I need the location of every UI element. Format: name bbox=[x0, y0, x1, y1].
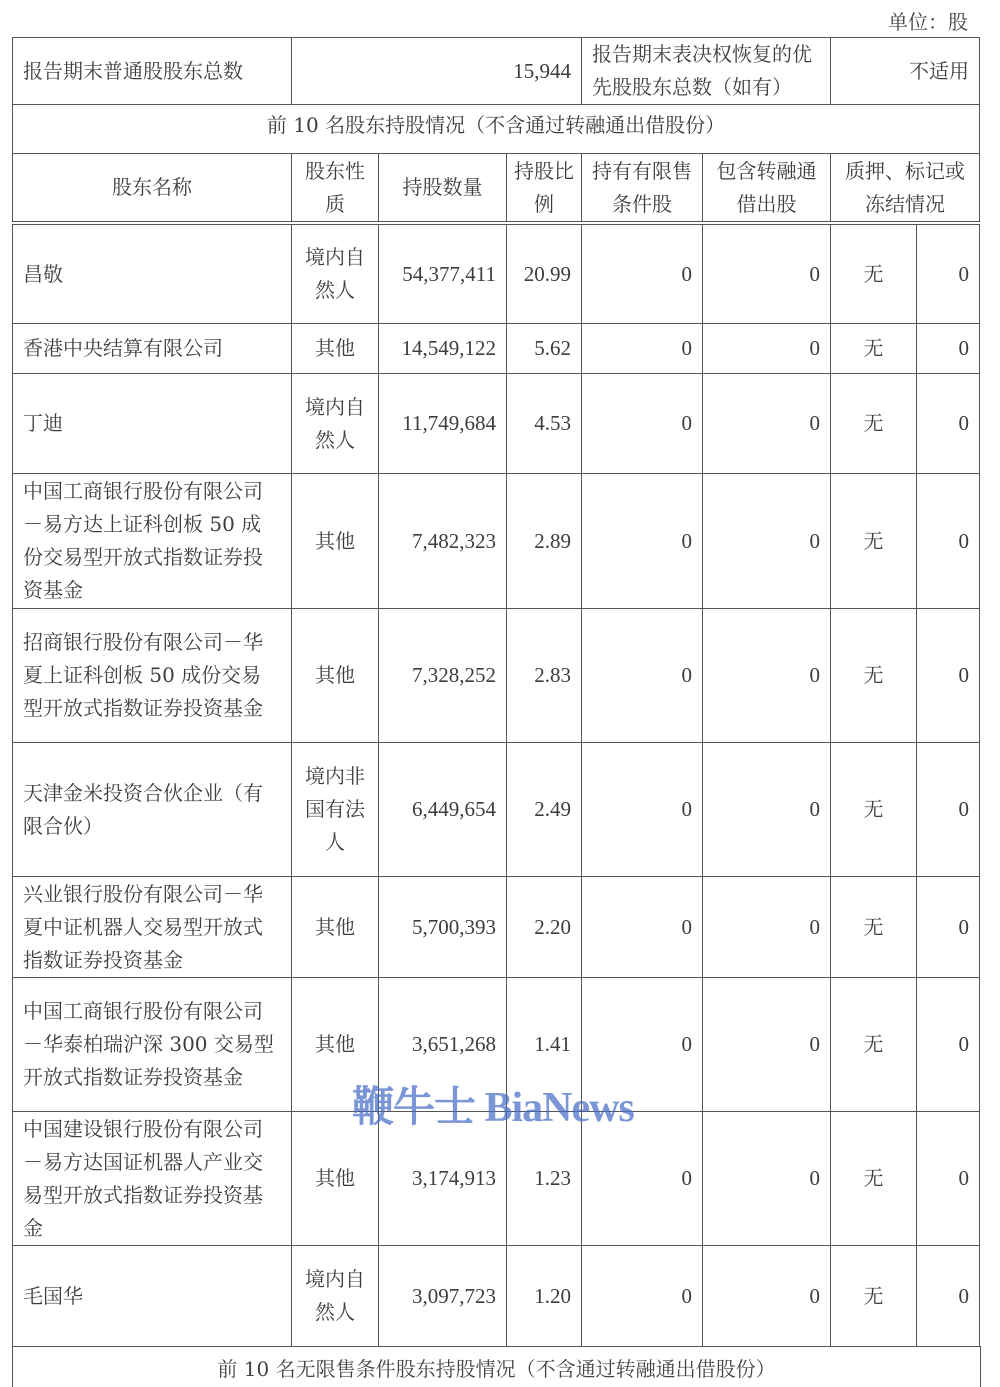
shares-held: 7,328,252 bbox=[379, 609, 507, 743]
shareholder-nature: 境内非国有法人 bbox=[292, 743, 379, 877]
shareholder-nature: 其他 bbox=[292, 609, 379, 743]
shares-held: 54,377,411 bbox=[379, 225, 507, 324]
holding-ratio: 2.83 bbox=[507, 609, 582, 743]
shareholders-body bbox=[12, 224, 980, 1347]
holding-ratio: 2.20 bbox=[507, 877, 582, 978]
table-row bbox=[13, 374, 980, 474]
shareholder-name: 中国建设银行股份有限公司－易方达国证机器人产业交易型开放式指数证券投资基金 bbox=[13, 1112, 292, 1246]
restricted-shares: 0 bbox=[582, 474, 703, 609]
shareholder-name: 中国工商银行股份有限公司－华泰柏瑞沪深 300 交易型开放式指数证券投资基金 bbox=[13, 978, 292, 1112]
pledge-status: 无 bbox=[831, 1112, 917, 1246]
shareholder-name: 招商银行股份有限公司－华夏上证科创板 50 成份交易型开放式指数证券投资基金 bbox=[13, 609, 292, 743]
preferred-holders-label: 报告期末表决权恢复的优先股股东总数（如有） bbox=[582, 38, 831, 105]
shareholder-name: 香港中央结算有限公司 bbox=[13, 324, 292, 374]
col-lent: 包含转融通借出股 bbox=[703, 154, 831, 222]
pledge-quantity: 0 bbox=[917, 1112, 980, 1246]
pledge-quantity: 0 bbox=[917, 1246, 980, 1347]
holding-ratio: 2.89 bbox=[507, 474, 582, 609]
table-row bbox=[13, 474, 980, 609]
lent-shares: 0 bbox=[703, 743, 831, 877]
table-row bbox=[13, 225, 980, 324]
shareholder-nature: 其他 bbox=[292, 324, 379, 374]
pledge-quantity: 0 bbox=[917, 609, 980, 743]
pledge-quantity: 0 bbox=[917, 877, 980, 978]
total-holders-value: 15,944 bbox=[292, 38, 582, 105]
shareholder-nature: 其他 bbox=[292, 877, 379, 978]
shareholder-name: 毛国华 bbox=[13, 1246, 292, 1347]
holding-ratio: 1.41 bbox=[507, 978, 582, 1112]
restricted-shares: 0 bbox=[582, 978, 703, 1112]
lent-shares: 0 bbox=[703, 374, 831, 474]
summary-row bbox=[13, 38, 980, 105]
shareholder-name: 丁迪 bbox=[13, 374, 292, 474]
holding-ratio: 4.53 bbox=[507, 374, 582, 474]
shareholders-table bbox=[12, 37, 980, 222]
pledge-quantity: 0 bbox=[917, 474, 980, 609]
next-section-title-text: 前 10 名无限售条件股东持股情况（不含通过转融通出借股份） bbox=[217, 1357, 776, 1381]
restricted-shares: 0 bbox=[582, 877, 703, 978]
watermark: 鞭牛士 BiaNews bbox=[352, 1085, 634, 1131]
table-row bbox=[13, 609, 980, 743]
shares-held: 3,174,913 bbox=[379, 1112, 507, 1246]
pledge-status: 无 bbox=[831, 743, 917, 877]
shareholder-nature: 境内自然人 bbox=[292, 1246, 379, 1347]
shareholder-nature: 其他 bbox=[292, 474, 379, 609]
pledge-status: 无 bbox=[831, 374, 917, 474]
shares-held: 3,651,268 bbox=[379, 978, 507, 1112]
shares-held: 3,097,723 bbox=[379, 1246, 507, 1347]
shares-held: 11,749,684 bbox=[379, 374, 507, 474]
col-pledge: 质押、标记或冻结情况 bbox=[831, 154, 980, 222]
shares-held: 5,700,393 bbox=[379, 877, 507, 978]
holding-ratio: 1.20 bbox=[507, 1246, 582, 1347]
pledge-quantity: 0 bbox=[917, 324, 980, 374]
col-name: 股东名称 bbox=[13, 154, 292, 222]
shareholder-name: 昌敬 bbox=[13, 225, 292, 324]
pledge-quantity: 0 bbox=[917, 743, 980, 877]
lent-shares: 0 bbox=[703, 609, 831, 743]
shares-held: 7,482,323 bbox=[379, 474, 507, 609]
pledge-status: 无 bbox=[831, 474, 917, 609]
lent-shares: 0 bbox=[703, 324, 831, 374]
col-nature: 股东性质 bbox=[292, 154, 379, 222]
pledge-status: 无 bbox=[831, 324, 917, 374]
shareholder-nature: 其他 bbox=[292, 1112, 379, 1246]
col-restricted: 持有有限售条件股 bbox=[582, 154, 703, 222]
preferred-holders-value: 不适用 bbox=[831, 38, 980, 105]
holding-ratio: 1.23 bbox=[507, 1112, 582, 1246]
shareholder-name: 中国工商银行股份有限公司－易方达上证科创板 50 成份交易型开放式指数证券投资基金 bbox=[13, 474, 292, 609]
pledge-quantity: 0 bbox=[917, 374, 980, 474]
next-section-title bbox=[12, 1346, 981, 1387]
pledge-status: 无 bbox=[831, 609, 917, 743]
lent-shares: 0 bbox=[703, 1112, 831, 1246]
shareholder-nature: 境内自然人 bbox=[292, 225, 379, 324]
shareholder-name: 天津金米投资合伙企业（有限合伙） bbox=[13, 743, 292, 877]
header-row bbox=[13, 154, 980, 222]
section-title: 前 10 名股东持股情况（不含通过转融通出借股份） bbox=[13, 105, 980, 154]
table-row bbox=[13, 877, 980, 978]
lent-shares: 0 bbox=[703, 877, 831, 978]
pledge-quantity: 0 bbox=[917, 978, 980, 1112]
col-ratio: 持股比例 bbox=[507, 154, 582, 222]
lent-shares: 0 bbox=[703, 1246, 831, 1347]
pledge-status: 无 bbox=[831, 1246, 917, 1347]
table-row bbox=[13, 743, 980, 877]
pledge-quantity: 0 bbox=[917, 225, 980, 324]
restricted-shares: 0 bbox=[582, 609, 703, 743]
lent-shares: 0 bbox=[703, 474, 831, 609]
restricted-shares: 0 bbox=[582, 374, 703, 474]
shares-held: 6,449,654 bbox=[379, 743, 507, 877]
total-holders-label: 报告期末普通股股东总数 bbox=[13, 38, 292, 105]
holding-ratio: 2.49 bbox=[507, 743, 582, 877]
table-row bbox=[13, 1246, 980, 1347]
lent-shares: 0 bbox=[703, 978, 831, 1112]
shareholder-nature: 境内自然人 bbox=[292, 374, 379, 474]
shareholder-name: 兴业银行股份有限公司－华夏中证机器人交易型开放式指数证券投资基金 bbox=[13, 877, 292, 978]
table-row bbox=[13, 324, 980, 374]
pledge-status: 无 bbox=[831, 225, 917, 324]
pledge-status: 无 bbox=[831, 978, 917, 1112]
col-shares: 持股数量 bbox=[379, 154, 507, 222]
shareholder-nature: 其他 bbox=[292, 978, 379, 1112]
lent-shares: 0 bbox=[703, 225, 831, 324]
pledge-status: 无 bbox=[831, 877, 917, 978]
restricted-shares: 0 bbox=[582, 1112, 703, 1246]
unit-label: 单位：股 bbox=[888, 10, 968, 34]
restricted-shares: 0 bbox=[582, 743, 703, 877]
shares-held: 14,549,122 bbox=[379, 324, 507, 374]
holding-ratio: 20.99 bbox=[507, 225, 582, 324]
restricted-shares: 0 bbox=[582, 1246, 703, 1347]
restricted-shares: 0 bbox=[582, 324, 703, 374]
holding-ratio: 5.62 bbox=[507, 324, 582, 374]
restricted-shares: 0 bbox=[582, 225, 703, 324]
